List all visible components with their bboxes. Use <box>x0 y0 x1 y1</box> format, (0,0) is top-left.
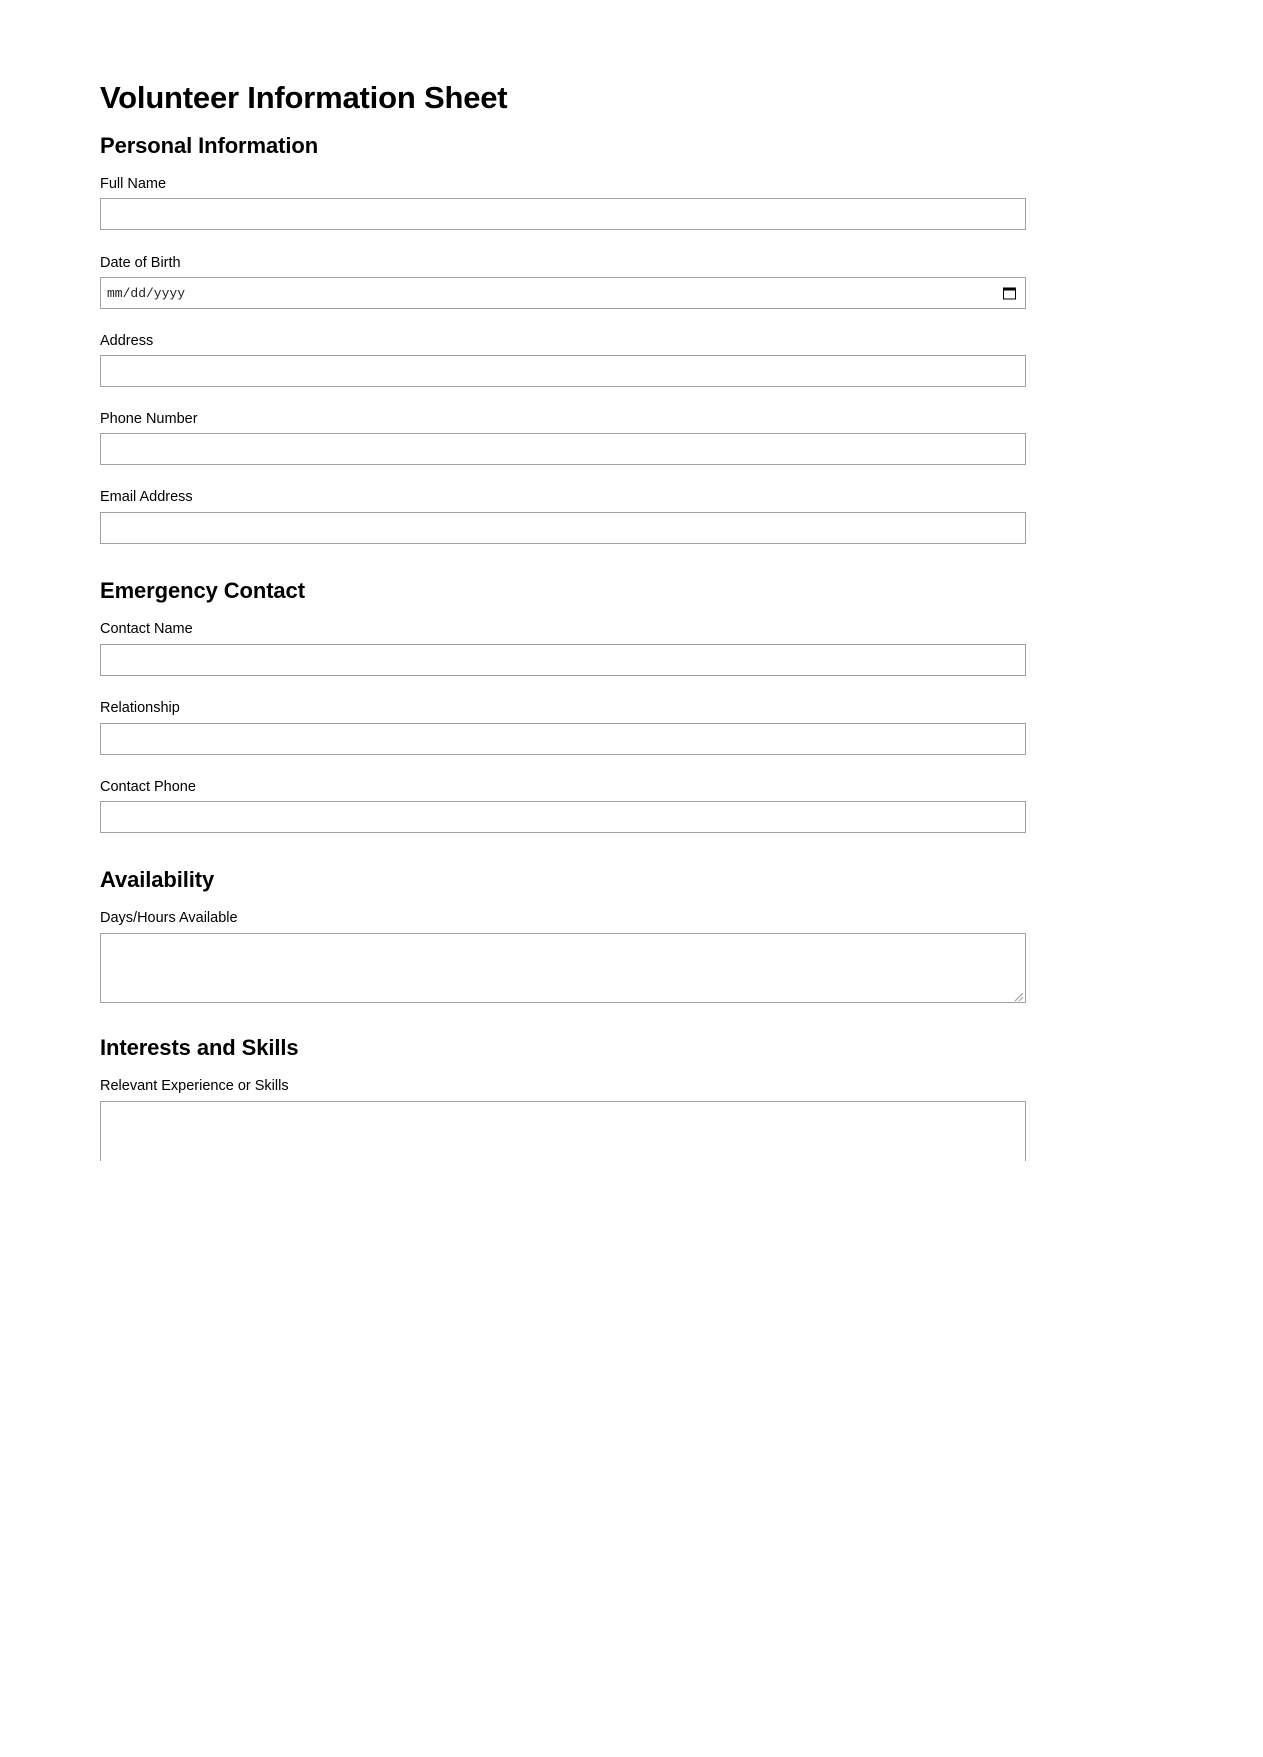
input-wrapper-contact-phone <box>100 801 1026 833</box>
days-hours-available-textarea[interactable] <box>100 933 1026 1003</box>
field-contact-name <box>100 621 193 638</box>
input-wrapper-relevant-experience-or-skills <box>100 1101 1026 1161</box>
section-heading-emergency-contact: Emergency Contact <box>100 578 305 603</box>
section-heading-personal-information: Personal Information <box>100 133 319 158</box>
date-of-birth-placeholder: mm/dd/yyyy <box>107 285 186 301</box>
section-heading-interests-and-skills: Interests and Skills <box>100 1035 299 1060</box>
label-days-hours-available: Days/Hours Available <box>100 910 238 926</box>
field-email-address <box>100 489 193 506</box>
relevant-experience-or-skills-textarea[interactable] <box>100 1101 1026 1161</box>
label-date-of-birth: Date of Birth <box>100 255 181 271</box>
input-wrapper-date-of-birth <box>100 277 1026 309</box>
label-contact-name: Contact Name <box>100 621 193 637</box>
section-heading-availability: Availability <box>100 867 215 892</box>
input-wrapper-phone-number <box>100 433 1026 465</box>
section-interests-and-skills <box>100 1036 299 1060</box>
field-full-name <box>100 176 166 193</box>
field-days-hours-available <box>100 910 238 927</box>
date-of-birth-input[interactable] <box>100 277 1026 309</box>
calendar-icon[interactable] <box>1003 287 1016 300</box>
email-address-input[interactable] <box>100 512 1026 544</box>
input-wrapper-relationship <box>100 723 1026 755</box>
field-date-of-birth <box>100 255 181 272</box>
label-relationship: Relationship <box>100 700 180 716</box>
field-contact-phone <box>100 779 196 796</box>
label-email-address: Email Address <box>100 489 193 505</box>
input-wrapper-email-address <box>100 512 1026 544</box>
label-relevant-experience-or-skills: Relevant Experience or Skills <box>100 1078 289 1094</box>
page-title: Volunteer Information Sheet <box>100 80 508 115</box>
full-name-input[interactable] <box>100 198 1026 230</box>
label-full-name: Full Name <box>100 176 167 192</box>
relationship-input[interactable] <box>100 723 1026 755</box>
label-contact-phone: Contact Phone <box>100 779 196 795</box>
address-input[interactable] <box>100 355 1026 387</box>
field-phone-number <box>100 411 198 428</box>
input-wrapper-contact-name <box>100 644 1026 676</box>
input-wrapper-address <box>100 355 1026 387</box>
section-availability <box>100 868 214 892</box>
section-emergency-contact <box>100 579 305 603</box>
input-wrapper-full-name <box>100 198 1026 230</box>
field-relationship <box>100 700 180 717</box>
field-address <box>100 333 153 350</box>
label-address: Address <box>100 333 154 349</box>
section-personal-information <box>100 134 318 158</box>
field-relevant-experience-or-skills <box>100 1078 289 1095</box>
input-wrapper-days-hours-available <box>100 933 1026 1003</box>
contact-name-input[interactable] <box>100 644 1026 676</box>
contact-phone-input[interactable] <box>100 801 1026 833</box>
label-phone-number: Phone Number <box>100 411 198 427</box>
phone-number-input[interactable] <box>100 433 1026 465</box>
resize-grip-icon[interactable] <box>1012 989 1024 1001</box>
